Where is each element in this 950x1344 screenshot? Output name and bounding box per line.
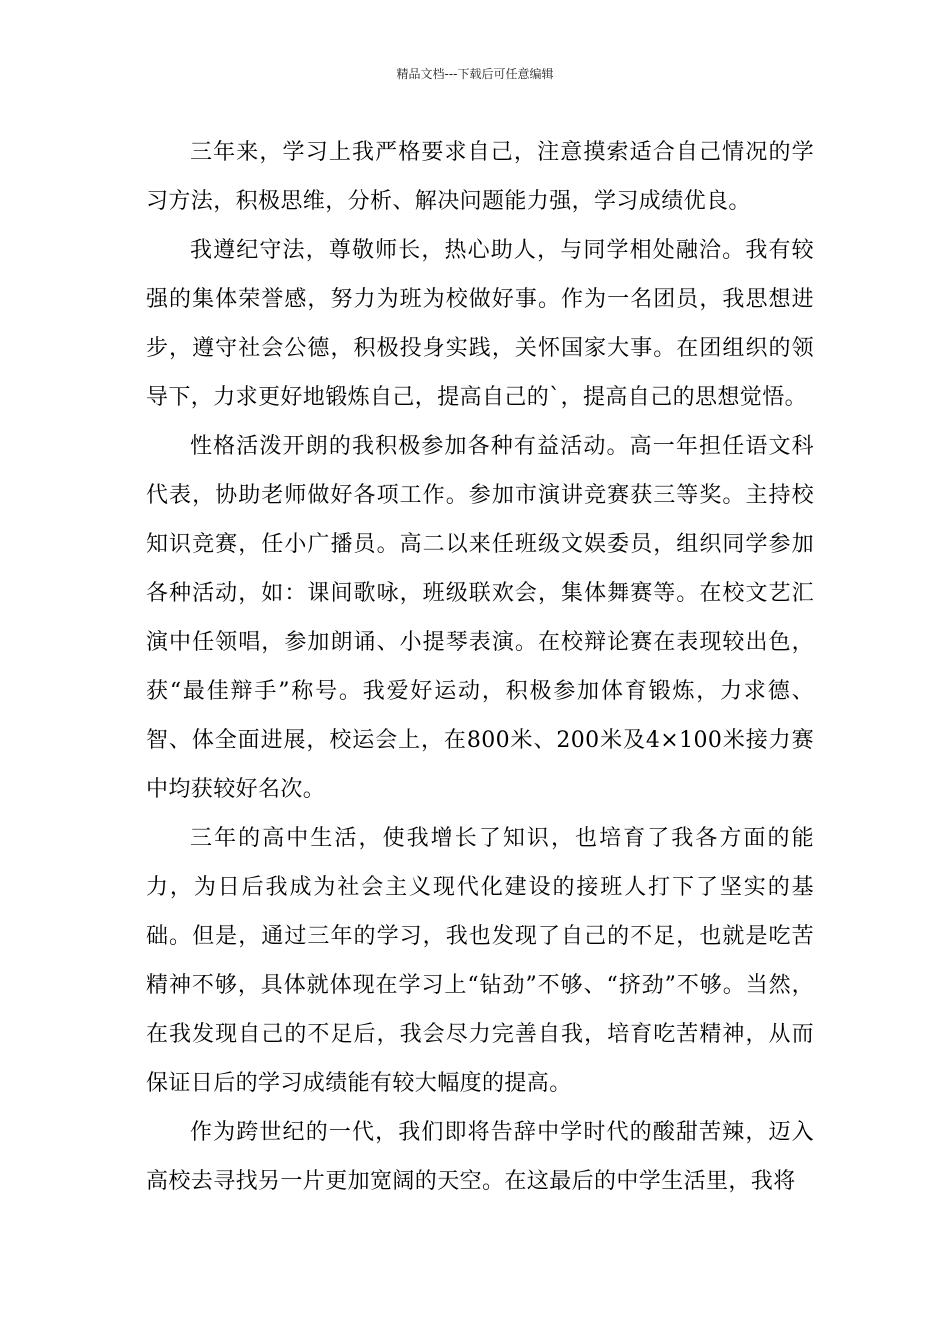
paragraph-4: 三年的高中生活，使我增长了知识，也培育了我各方面的能力，为日后我成为社会主义现代化建设的接班人打下了坚实的基础。但是，通过三年的学习，我也发现了自己的不足，也就是吃苦精神不够，具体就体现在学习上“钻劲”不够、“挤劲”不够。当然，在我发现自己的不足后，我会尽力完善自我，培育吃苦精神，从而保证日后的学习成绩能有较大幅度的提高。 xyxy=(146,826,814,1096)
page-header: 精品文档---下载后可任意编辑 xyxy=(396,67,554,81)
paragraph-5: 作为跨世纪的一代，我们即将告辞中学时代的酸甜苦辣，迈入高校去寻找另一片更加宽阔的天空。在这最后的中学生活里，我将 xyxy=(146,1120,814,1194)
paragraph-3: 性格活泼开朗的我积极参加各种有益活动。高一年担任语文科代表，协助老师做好各项工作。参加市演讲竞赛获三等奖。主持校知识竞赛，任小广播员。高二以来任班级文娱委员，组织同学参加各种活动，如：课间歌咏，班级联欢会，集体舞赛等。在校文艺汇演中任领唱，参加朗诵、小提琴表演。在校辩论赛在表现较出色，获“最佳辩手”称号。我爱好运动，积极参加体育锻炼，力求德、智、体全面进展，校运会上，在800米、200米及4×100米接力赛中均获较好名次。 xyxy=(146,434,814,802)
paragraph-1: 三年来，学习上我严格要求自己，注意摸索适合自己情况的学习方法，积极思维，分析、解决问题能力强，学习成绩优良。 xyxy=(146,140,814,214)
document-body xyxy=(146,128,814,1206)
paragraph-2: 我遵纪守法，尊敬师长，热心助人，与同学相处融洽。我有较强的集体荣誉感，努力为班为校做好事。作为一名团员，我思想进步，遵守社会公德，积极投身实践，关怀国家大事。在团组织的领导下，力求更好地锻炼自己，提高自己的`，提高自己的思想觉悟。 xyxy=(146,238,814,410)
